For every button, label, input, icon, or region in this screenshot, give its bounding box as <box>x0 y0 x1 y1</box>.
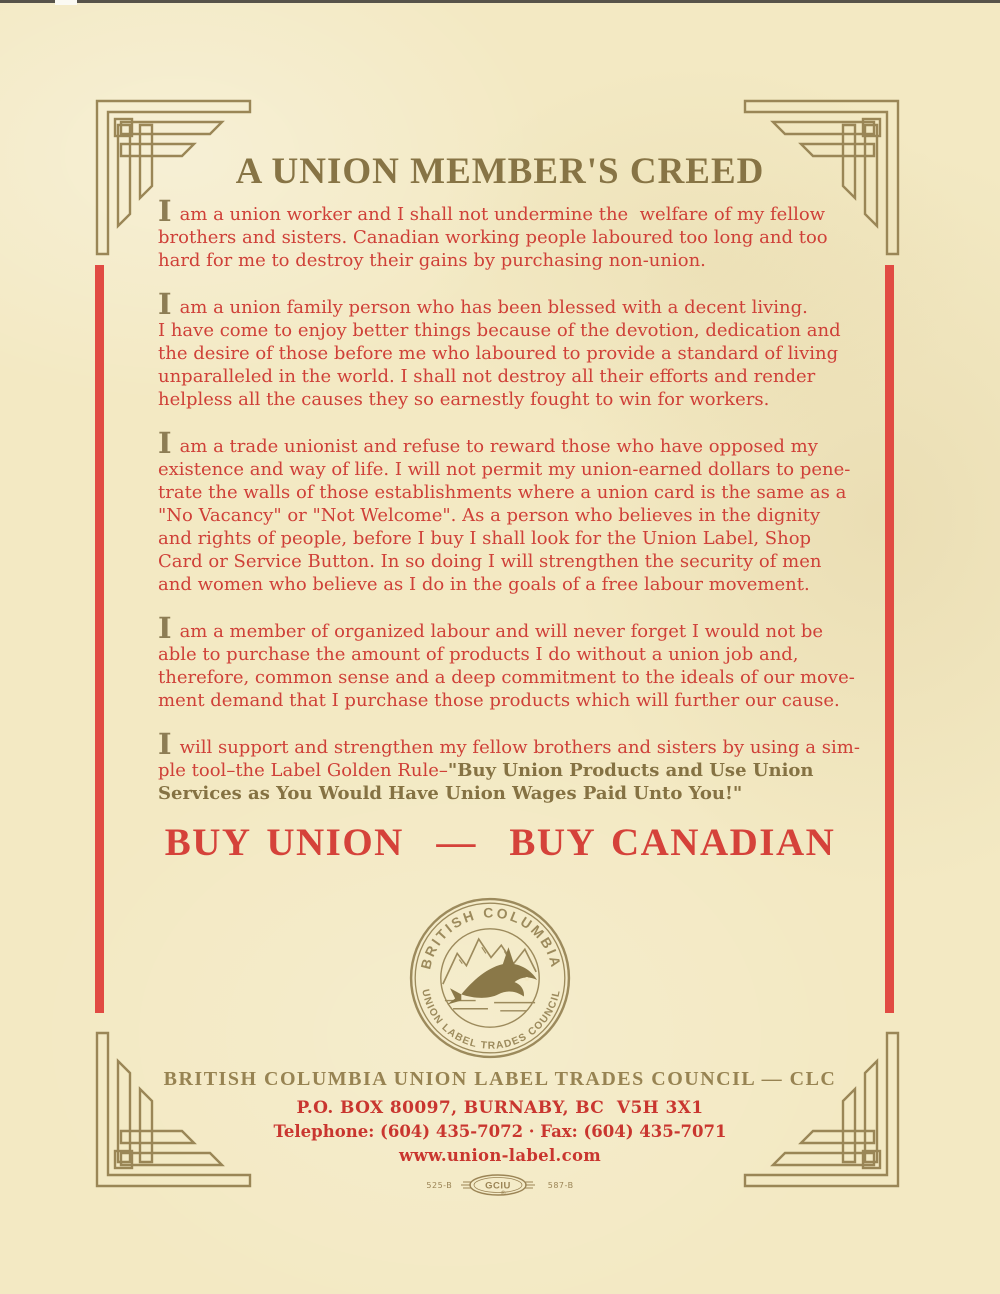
creed-paragraph-4 <box>158 611 855 712</box>
svg-text:BRITISH COLUMBIA <box>417 904 565 970</box>
scan-edge-artifact <box>55 0 77 5</box>
creed-paragraph-final <box>158 727 860 805</box>
creed-line: therefore, common sense and a deep commitment to the ideals of our move- <box>158 667 855 688</box>
creed-line: and rights of people, before I buy I shall look for the Union Label, Shop <box>158 528 812 549</box>
creed-line: ple tool–the Label Golden Rule– <box>158 760 448 781</box>
footer-address: P.O. BOX 80097, BURNABY, BC V5H 3X1 <box>296 1098 704 1118</box>
dropcap-initial: I <box>158 194 172 228</box>
creed-line: unparalleled in the world. I shall not destroy all their efforts and render <box>158 366 816 387</box>
page-title: A UNION MEMBER'S CREED <box>235 151 765 192</box>
creed-line: the desire of those before me who laboured to provide a standard of living <box>158 343 839 364</box>
seal-arc-bottom-text: UNION LABEL TRADES COUNCIL <box>419 988 563 1052</box>
creed-line: existence and way of life. I will not permit my union-earned dollars to pene- <box>158 459 851 480</box>
creed-line: and women who believe as I do in the goals of a free labour movement. <box>158 574 810 595</box>
union-label-trades-council-seal <box>408 896 572 1060</box>
buy-union-slogan: BUY UNION — BUY CANADIAN <box>164 821 836 864</box>
print-shop-line <box>0 1172 1000 1198</box>
creed-line: am a trade unionist and refuse to reward those who have opposed my <box>179 436 818 457</box>
creed-line: able to purchase the amount of products I do without a union job and, <box>158 644 799 665</box>
seal-arc-top-text: BRITISH COLUMBIA <box>417 904 565 971</box>
dropcap-initial: I <box>158 611 172 645</box>
footer-phone-fax: Telephone: (604) 435-7072 · Fax: (604) 435-7071 <box>273 1122 727 1141</box>
creed-line: brothers and sisters. Canadian working people laboured too long and too <box>158 227 828 248</box>
golden-rule-text: "Buy Union Products and Use Union <box>447 760 814 781</box>
creed-line: hard for me to destroy their gains by purchasing non-union. <box>158 250 706 271</box>
print-code-right: 587-B <box>547 1180 574 1190</box>
creed-line: am a union family person who has been blessed with a decent living. <box>179 297 808 318</box>
creed-line: am a union worker and I shall not undermine the welfare of my fellow <box>179 204 826 225</box>
dropcap-initial: I <box>158 426 172 460</box>
footer-website: www.union-label.com <box>398 1146 602 1165</box>
creed-paragraph-3 <box>158 426 851 596</box>
creed-line: I have come to enjoy better things because of the devotion, dedication and <box>158 320 841 341</box>
creed-paragraph-2 <box>158 287 841 411</box>
union-bug-text: GCIU <box>485 1180 512 1192</box>
creed-line: will support and strengthen my fellow brothers and sisters by using a sim- <box>179 737 860 758</box>
print-code-left: 525-B <box>426 1180 453 1190</box>
creed-line: "No Vacancy" or "Not Welcome". As a person who believes in the dignity <box>158 505 821 526</box>
creed-line: am a member of organized labour and will never forget I would not be <box>179 621 824 642</box>
svg-text:UNION LABEL TRADES COUNCIL <box>419 988 563 1052</box>
golden-rule-text: Services as You Would Have Union Wages Paid Unto You!" <box>158 783 743 804</box>
dropcap-initial: I <box>158 727 172 761</box>
creed-paragraph-1 <box>158 194 838 272</box>
dropcap-initial: I <box>158 287 172 321</box>
creed-line: helpless all the causes they so earnestly fought to win for workers. <box>158 389 770 410</box>
creed-line: trate the walls of those establishments where a union card is the same as a <box>158 482 847 503</box>
gciu-union-bug-icon <box>459 1173 537 1197</box>
left-red-rule <box>95 265 104 1013</box>
registered-mark: ® <box>500 1189 507 1197</box>
creed-line: Card or Service Button. In so doing I will strengthen the security of men <box>158 551 822 572</box>
creed-body <box>158 194 860 829</box>
right-red-rule <box>885 265 894 1013</box>
footer-organization: BRITISH COLUMBIA UNION LABEL TRADES COUNCIL — CLC <box>163 1068 837 1090</box>
creed-line: ment demand that I purchase those products which will further our cause. <box>158 690 840 711</box>
scan-edge-top <box>0 0 1000 3</box>
